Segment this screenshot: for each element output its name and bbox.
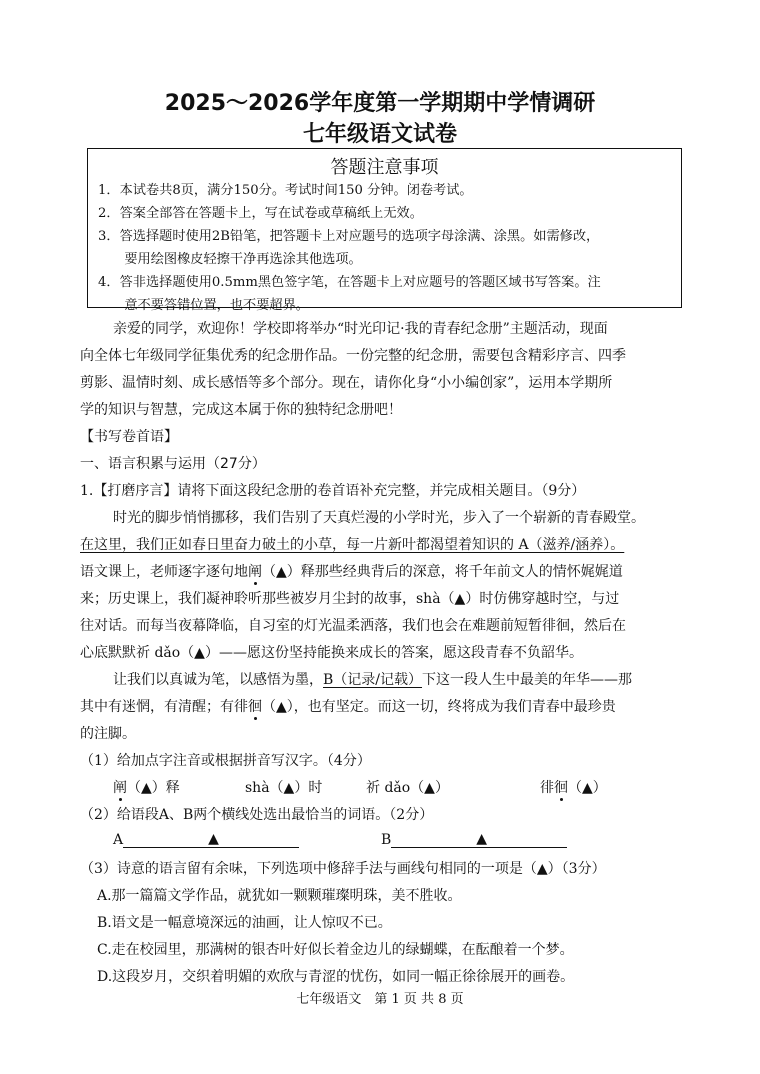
dotted-char: 徊 — [554, 780, 568, 796]
intro-line: 亲爱的同学，欢迎你！学校即将举办“时光印记·我的青春纪念册”主题活动，现面 — [113, 321, 608, 337]
notice-item: 2．答案全部答在答题卡上，写在试卷或草稿纸上无效。 — [98, 206, 423, 221]
notice-item: 1．本试卷共8页，满分150分。考试时间150 分钟。闭卷考试。 — [98, 183, 473, 198]
passage-line: 心底默默祈 dǎo（▲）——愿这份坚持能换来成长的答案，愿这段青春不负韶华。 — [80, 645, 583, 661]
sub1-item: 阐（▲）释 — [113, 780, 180, 796]
passage-line: 让我们以真诚为笔，以感悟为墨，B（记录/记载）下这一段人生中最美的年华——那 — [113, 672, 633, 688]
passage-line: 其中有迷惘，有清醒；有徘徊（▲），也有坚定。而这一切，终将成为我们青春中最珍贵 — [80, 699, 616, 715]
passage-line: 语文课上，老师逐字逐句地阐（▲）释那些经典背后的深意，将千年前文人的情怀娓娓道 — [80, 564, 623, 580]
subquestion-1: （1）给加点字注音或根据拼音写汉字。（4分） — [80, 753, 371, 769]
underlined-choice-b: B（记录/记载） — [323, 672, 423, 688]
passage-line: 往对话。而每当夜幕降临，自习室的灯光温柔洒落，我们也会在难题前短暂徘徊，然后在 — [80, 618, 626, 634]
subquestion-3: （3）诗意的语言留有余味，下列选项中修辞手法与画线句相同的一项是（▲）（3分） — [80, 861, 606, 877]
passage-line: 的注脚。 — [80, 726, 136, 742]
exam-title-line1: 2025～2026学年度第一学期期中学情调研 — [164, 91, 596, 116]
notice-item: 意不要答错位置，也不要超界。 — [98, 298, 309, 313]
option-a: A.那一篇篇文学作品，就犹如一颗颗璀璨明珠，美不胜收。 — [97, 888, 462, 904]
section-label: 【书写卷首语】 — [80, 429, 178, 445]
answer-blank-b: B ▲ — [381, 831, 567, 848]
exam-title-line2: 七年级语文试卷 — [302, 122, 457, 147]
dotted-char: 阐 — [113, 780, 127, 796]
intro-line: 向全体七年级同学征集优秀的纪念册作品。一份完整的纪念册，需要包含精彩序言、四季 — [80, 348, 626, 364]
subquestion-2: （2）给语段A、B两个横线处选出最恰当的词语。（2分） — [80, 807, 434, 823]
dotted-char: 徊 — [248, 699, 262, 715]
passage-underlined-sentence: 在这里，我们正如春日里奋力破土的小草，每一片新叶都渴望着知识的 A（滋养/涵养）。 — [80, 537, 625, 553]
part1-heading: 一、语言积累与运用（27分） — [80, 456, 266, 472]
passage-line: 时光的脚步悄悄挪移，我们告别了天真烂漫的小学时光，步入了一个崭新的青春殿堂。 — [113, 510, 645, 526]
option-c: C.走在校园里，那满树的银杏叶好似长着金边儿的绿蝴蝶，在酝酿着一个梦。 — [97, 942, 574, 958]
sub1-item: 徘徊（▲） — [540, 780, 607, 796]
option-b: B.语文是一幅意境深远的油画，让人惊叹不已。 — [97, 915, 392, 931]
sub1-item: shà（▲）时 — [245, 780, 323, 796]
notice-heading: 答题注意事项 — [330, 157, 439, 178]
notice-box — [87, 148, 682, 313]
passage-line: 来；历史课上，我们凝神聆听那些被岁月尘封的故事，shà（▲）时仿佛穿越时空，与过 — [80, 591, 620, 607]
sub1-item: 祈 dǎo（▲） — [366, 780, 449, 796]
notice-item: 要用绘图橡皮轻擦干净再选涂其他选项。 — [98, 252, 362, 267]
intro-line: 剪影、温情时刻、成长感悟等多个部分。现在，请你化身“小小编创家”，运用本学期所 — [80, 375, 613, 391]
option-d: D.这段岁月，交织着明媚的欢欣与青涩的忧伤，如同一幅正徐徐展开的画卷。 — [97, 969, 575, 985]
notice-item: 4．答非选择题使用0.5mm黑色签字笔，在答题卡上对应题号的答题区域书写答案。注 — [98, 275, 601, 290]
question1-heading: 1.【打磨序言】请将下面这段纪念册的卷首语补充完整，并完成相关题目。（9分） — [80, 483, 586, 499]
notice-item: 3．答选择题时使用2B铅笔，把答题卡上对应题号的选项字母涂满、涂黑。如需修改， — [98, 229, 600, 244]
intro-line: 学的知识与智慧，完成这本属于你的独特纪念册吧！ — [80, 402, 402, 418]
dotted-char: 阐 — [248, 564, 262, 580]
page-footer: 七年级语文 第 1 页 共 8 页 — [296, 992, 464, 1007]
answer-blank-a: A ▲ — [113, 831, 299, 848]
